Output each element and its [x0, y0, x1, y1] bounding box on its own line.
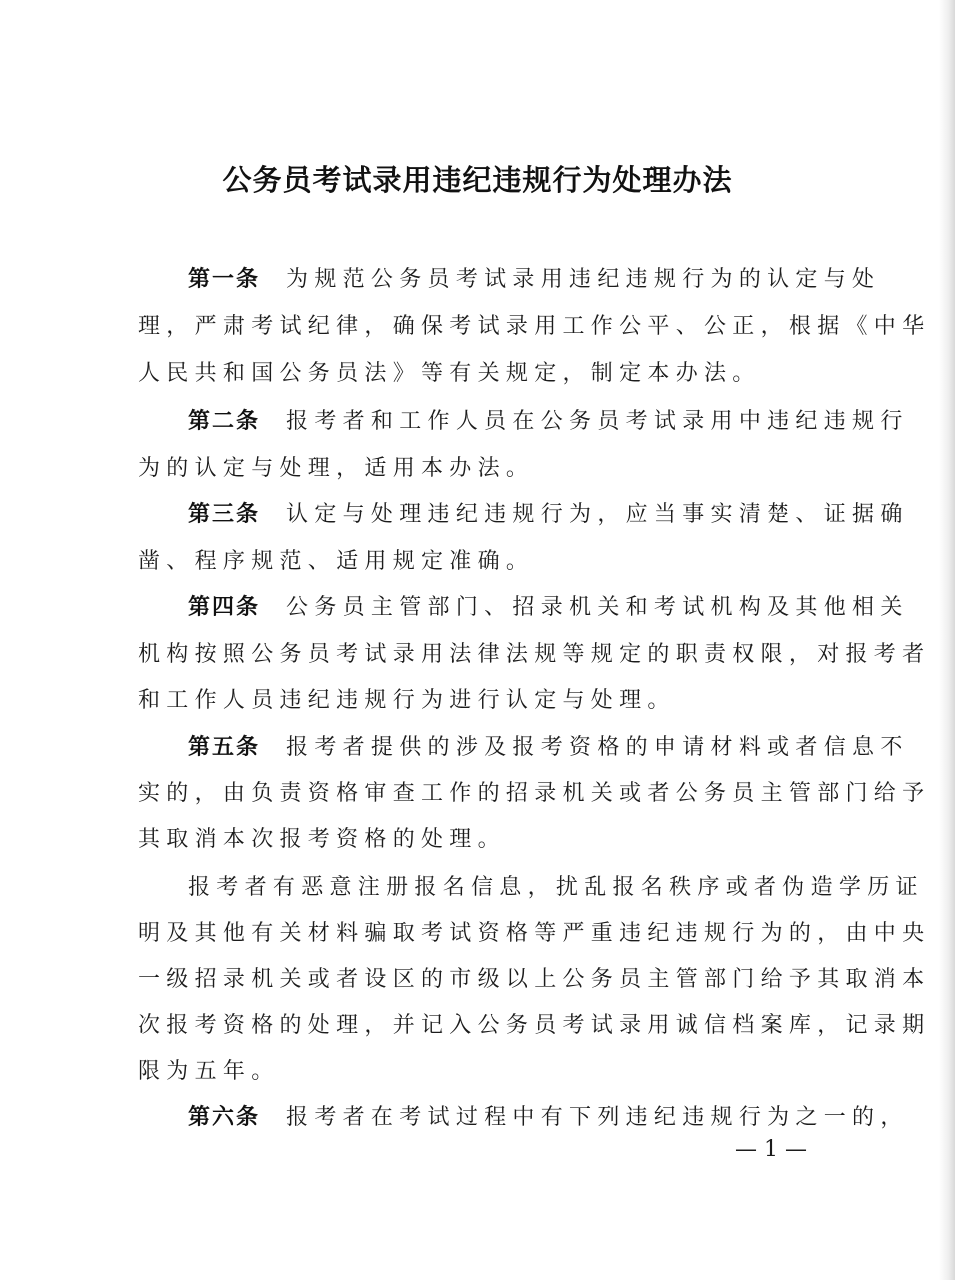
- article-5-text-line: 报考者提供的涉及报考资格的申请材料或者信息不: [286, 735, 909, 760]
- article-3-text-line: 认定与处理违纪违规行为，应当事实清楚、证据确: [286, 502, 909, 527]
- article-5-label: 第五条: [188, 735, 261, 760]
- article-3-label: 第三条: [188, 502, 261, 527]
- article-1-text-line: 为规范公务员考试录用违纪违规行为的认定与处: [286, 267, 881, 292]
- article-4-text-line: 机构按照公务员考试录用法律法规等规定的职责权限，对报考者: [138, 642, 931, 667]
- article-1-label: 第一条: [188, 267, 261, 292]
- article-4-text-line: 和工作人员违纪违规行为进行认定与处理。: [138, 688, 676, 713]
- article-2-text-line: 为的认定与处理，适用本办法。: [138, 456, 535, 481]
- article-3-text-line: 凿、程序规范、适用规定准确。: [138, 549, 535, 574]
- article-2-first-line: [188, 404, 909, 435]
- article-5-text-line: 实的，由负责资格审查工作的招录机关或者公务员主管部门给予: [138, 781, 931, 806]
- article-4-first-line: [188, 590, 909, 621]
- article-6-first-line: [188, 1100, 909, 1131]
- page-number: — 1 —: [735, 1137, 807, 1162]
- paragraph-line: 次报考资格的处理，并记入公务员考试录用诚信档案库，记录期: [138, 1013, 931, 1038]
- paragraph-line: 明及其他有关材料骗取考试资格等严重违纪违规行为的，由中央: [138, 921, 931, 946]
- paragraph-line: 一级招录机关或者设区的市级以上公务员主管部门给予其取消本: [138, 967, 931, 992]
- article-6-label: 第六条: [188, 1105, 261, 1130]
- article-4-label: 第四条: [188, 595, 261, 620]
- article-6-text-line: 报考者在考试过程中有下列违纪违规行为之一的，: [286, 1105, 909, 1130]
- paragraph-line: 报考者有恶意注册报名信息，扰乱报名秩序或者伪造学历证: [188, 875, 924, 900]
- article-1-text-line: 理，严肃考试纪律，确保考试录用工作公平、公正，根据《中华: [138, 314, 931, 339]
- article-5-text-line: 其取消本次报考资格的处理。: [138, 827, 506, 852]
- article-3-first-line: [188, 497, 909, 528]
- document-title: 公务员考试录用违纪违规行为处理办法: [222, 163, 733, 197]
- article-1-text-line: 人民共和国公务员法》等有关规定，制定本办法。: [138, 361, 761, 386]
- article-4-text-line: 公务员主管部门、招录机关和考试机构及其他相关: [286, 595, 909, 620]
- paragraph-line: 限为五年。: [138, 1059, 280, 1084]
- article-2-label: 第二条: [188, 409, 261, 434]
- article-2-text-line: 报考者和工作人员在公务员考试录用中违纪违规行: [286, 409, 909, 434]
- article-5-first-line: [188, 730, 909, 761]
- article-1-first-line: [188, 262, 880, 293]
